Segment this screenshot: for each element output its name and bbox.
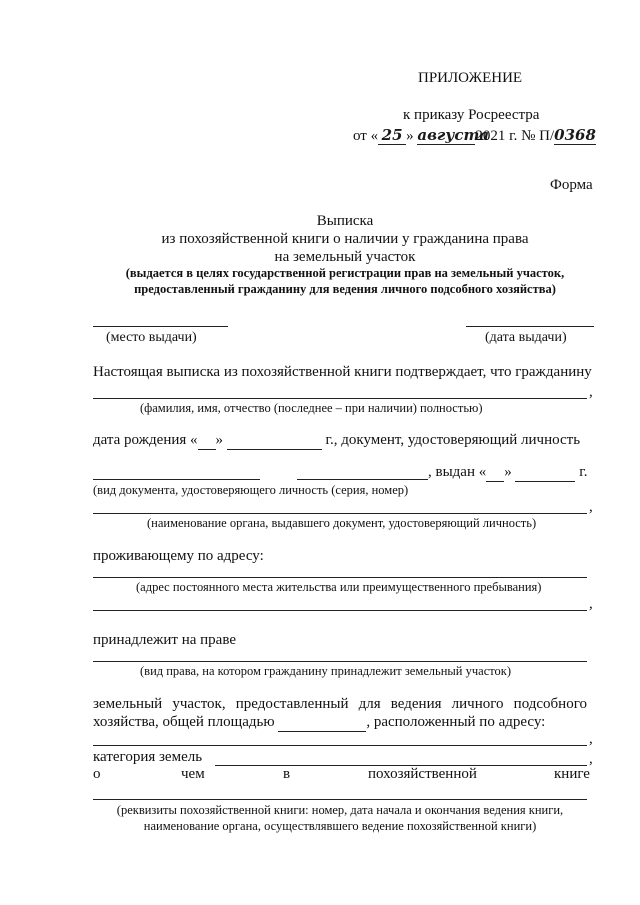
plot-line2	[93, 714, 545, 732]
address-label: (адрес постоянного места жительства или преимущественного пребывания)	[136, 580, 542, 594]
book-label2: наименование органа, осуществлявшего ведение похозяйственной книги)	[143, 819, 537, 833]
about-word-book-adj: похозяйственной	[368, 766, 477, 782]
issued-day-blank	[486, 464, 504, 482]
place-line	[93, 326, 228, 327]
dob-line	[93, 432, 580, 450]
right-label: (вид права, на котором гражданину принадлежит земельный участок)	[140, 664, 512, 678]
doc-label: (вид документа, удостоверяющего личность (серия, номер)	[93, 483, 409, 497]
plot-area-blank	[278, 714, 366, 732]
form-label: Форма	[550, 177, 593, 193]
plot-line1: земельный участок, предоставленный для ведения личного подсобного	[93, 696, 587, 712]
title-line2: из похозяйственной книги о наличии у гражданина права	[161, 231, 529, 247]
issued-quote: »	[504, 464, 512, 480]
doc-number-line	[297, 479, 428, 480]
plot-area-label: хозяйства, общей площадью	[93, 714, 275, 730]
residing-label: проживающему по адресу:	[93, 548, 264, 564]
doc-type-line	[93, 479, 260, 480]
dob-tail: г., документ, удостоверяющий личность	[325, 432, 581, 448]
dob-day-blank	[198, 432, 216, 450]
place-label: (место выдачи)	[106, 330, 197, 345]
dob-quote: »	[215, 432, 224, 448]
order-date-line	[353, 126, 596, 145]
org-line	[93, 513, 587, 514]
comma: ,	[589, 751, 593, 767]
appendix-heading: ПРИЛОЖЕНИЕ	[418, 70, 523, 86]
about-word-o: о	[93, 766, 101, 782]
fio-line	[93, 398, 587, 399]
about-word-v: в	[283, 766, 291, 782]
order-number: 0368	[554, 126, 596, 144]
from-label: от «	[353, 128, 379, 144]
date-line	[466, 326, 594, 327]
quote-close: »	[406, 128, 414, 144]
issued-line	[428, 464, 587, 482]
order-month: августа	[417, 126, 490, 144]
dob-label: дата рождения «	[93, 432, 198, 448]
title-note2: предоставленный гражданину для ведения личного подсобного хозяйства)	[134, 282, 556, 296]
title-line3: на земельный участок	[274, 249, 416, 265]
comma: ,	[589, 596, 593, 612]
dob-month-blank	[227, 432, 322, 450]
about-word-book: книге	[554, 766, 590, 782]
order-reference: к приказу Росреестра	[403, 107, 540, 123]
address-line1	[93, 577, 587, 578]
issued-year: г.	[579, 464, 588, 480]
date-label: (дата выдачи)	[485, 330, 567, 345]
fio-label: (фамилия, имя, отчество (последнее – при наличии) полностью)	[140, 401, 483, 415]
comma: ,	[589, 384, 593, 400]
plot-address-line	[93, 745, 587, 746]
about-word-chem: чем	[181, 766, 205, 782]
plot-address-label: , расположенный по адресу:	[366, 714, 546, 730]
address-line2	[93, 610, 587, 611]
book-label1: (реквизиты похозяйственной книги: номер, дата начала и окончания ведения книги,	[116, 803, 564, 817]
comma: ,	[589, 731, 593, 747]
order-year: 2021 г. № П/	[475, 128, 555, 144]
order-day: 25	[378, 126, 406, 145]
belongs-label: принадлежит на праве	[93, 632, 236, 648]
book-line	[93, 799, 587, 800]
comma: ,	[589, 499, 593, 515]
category-label: категория земель	[93, 749, 203, 765]
title-line1: Выписка	[316, 213, 374, 229]
title-note1: (выдается в целях государственной регистрации прав на земельный участок,	[125, 266, 565, 280]
right-line	[93, 661, 587, 662]
issued-label: , выдан «	[428, 464, 487, 480]
issued-month-blank	[515, 464, 575, 482]
confirm-text: Настоящая выписка из похозяйственной книги подтверждает, что гражданину	[93, 364, 592, 380]
org-label: (наименование органа, выдавшего документ, удостоверяющий личность)	[147, 516, 537, 530]
